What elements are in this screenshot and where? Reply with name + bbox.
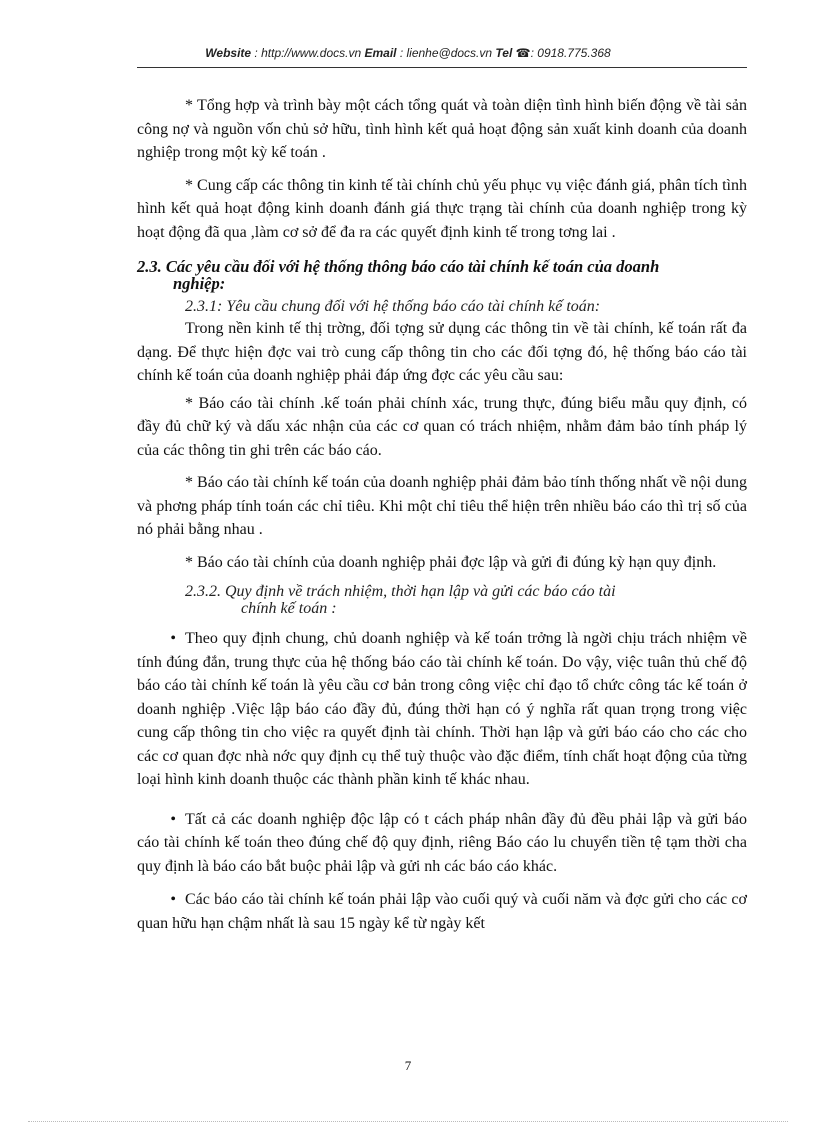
bullet-text: Theo quy định chung, chủ doanh nghiệp và kế toán trởng là ngời chịu trách nhiệm về tính đúng đắn, trung thực của hệ thống báo cáo tài chính kế toán. Do vậy, việc tuân thủ chế độ báo cáo tài chính kế toán là yêu cầu cơ bản trong công việc chỉ đạo tổ chức công tác kế toán ở doanh nghiệp .Việc lập báo cáo đầy đủ, đúng thời hạn có ý nghĩa rất quan trọng trong việc cung cấp thông tin cho việc ra quyết định tài chính. Thời hạn lập và gửi báo cáo cho các cho các cơ quan đợc nhà nớc quy định cụ thể tuỳ thuộc vào đặc điểm, tính chất hoạt động của từng loại hình kinh doanh thuộc các thành phần kinh tế khác nhau.	[137, 630, 747, 788]
bullet-icon: •	[170, 810, 176, 828]
heading-line: 2.3. Các yêu cầu đối với hệ thống thông báo cáo tài chính kế toán của doanh	[137, 257, 660, 276]
bullet-text: Các báo cáo tài chính kế toán phải lập vào cuối quý và cuối năm và đợc gửi cho các cơ quan hữu hạn chậm nhất là sau 15 ngày kể từ ngày kết	[137, 891, 747, 932]
paragraph: * Cung cấp các thông tin kinh tế tài chính chủ yếu phục vụ việc đánh giá, phân tích tình hình kết quả hoạt động kinh doanh đánh giá thực trạng tài chính của doanh nghiệp trong kỳ hoạt động đã qua ,làm cơ sở để đa ra các quyết định kinh tế trong tơng lai .	[137, 176, 747, 241]
section-heading-2-3	[137, 258, 747, 292]
website-label: Website	[205, 46, 252, 60]
bullet-paragraph	[137, 808, 747, 879]
page-header	[0, 46, 816, 60]
bullet-icon: •	[170, 891, 176, 908]
tel-value: : 0918.775.368	[530, 46, 611, 60]
header-divider	[137, 67, 747, 68]
paragraph: Trong nền kinh tế thị trờng, đối tợng sử dụng các thông tin về tài chính, kế toán rất đa dạng. Để thực hiện đợc vai trò cung cấp thông tin cho các đối tợng đó, hệ thống báo cáo tài chính kế toán của doanh nghiệp phải đáp ứng đợc các yêu cầu sau:	[137, 320, 747, 384]
paragraph: * Báo cáo tài chính kế toán của doanh nghiệp phải đảm bảo tính thống nhất về nội dung và phơng pháp tính toán các chỉ tiêu. Khi một chỉ tiêu thể hiện trên nhiều báo cáo thì trị số của nó phải bằng nhau .	[137, 474, 747, 538]
bullet-paragraph	[137, 888, 747, 935]
email-value: : lienhe@docs.vn	[396, 46, 496, 60]
tel-label: Tel	[495, 46, 513, 60]
subsection-heading-2-3-1: 2.3.1: Yêu cầu chung đối với hệ thống báo cáo tài chính kế toán:	[185, 298, 601, 315]
email-label: Email	[364, 46, 397, 60]
bullet-text: Tất cả các doanh nghiệp độc lập có t cách pháp nhân đầy đủ đều phải lập và gửi báo cáo tài chính kế toán theo đúng chế độ quy định, riêng Báo cáo lu chuyển tiền tệ tạm thời cha quy định là báo cáo bắt buộc phải lập và gửi nh các báo cáo khác.	[137, 810, 747, 875]
heading-line: 2.3.2. Quy định về trách nhiệm, thời hạn lập và gửi các báo cáo tài	[185, 583, 616, 600]
website-value: : http://www.docs.vn	[251, 46, 365, 60]
bullet-icon: •	[170, 630, 176, 647]
page-number: 7	[404, 1058, 412, 1073]
paragraph: * Báo cáo tài chính của doanh nghiệp phải đợc lập và gửi đi đúng kỳ hạn quy định.	[185, 553, 717, 571]
heading-line: nghiệp:	[173, 274, 226, 293]
document-body	[137, 94, 747, 945]
paragraph: * Báo cáo tài chính .kế toán phải chính xác, trung thực, đúng biểu mẫu quy định, có đầy đủ chữ ký và dấu xác nhận của các cơ quan có trách nhiệm, nhằm đảm bảo tính pháp lý của các thông tin ghi trên các báo cáo.	[137, 394, 747, 459]
bullet-paragraph	[137, 627, 747, 792]
paragraph: * Tổng hợp và trình bày một cách tổng quát và toàn diện tình hình biến động về tài sản công nợ và nguồn vốn chủ sở hữu, tình hình kết quả hoạt động sản xuất kinh doanh của doanh nghiệp trong một kỳ kế toán .	[137, 97, 747, 161]
heading-line: chính kế toán :	[241, 600, 337, 617]
phone-icon: ☎	[515, 46, 531, 60]
footer-divider	[28, 1121, 788, 1122]
subsection-heading-2-3-2	[137, 583, 747, 617]
